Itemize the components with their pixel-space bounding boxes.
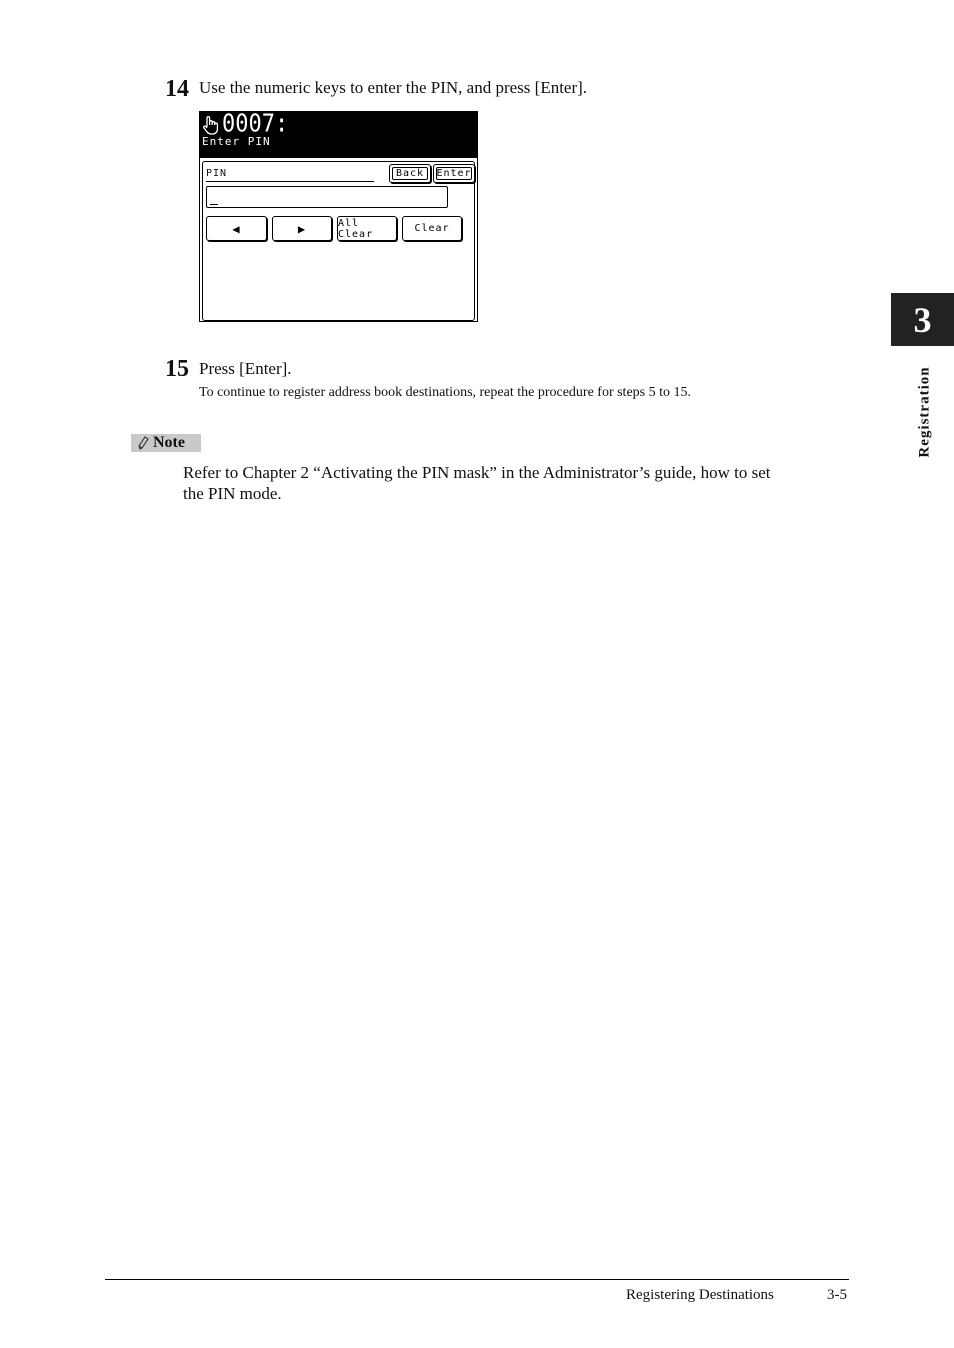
all-clear-button[interactable]: All Clear — [337, 216, 397, 241]
footer-rule — [105, 1279, 849, 1280]
screen-body — [202, 161, 475, 321]
pin-entry-screen — [199, 111, 478, 322]
chapter-tab: 3 — [891, 293, 954, 346]
step-14-text: Use the numeric keys to enter the PIN, and press [Enter]. — [199, 78, 588, 97]
pin-input[interactable] — [206, 186, 448, 208]
step-15-number: 15 — [165, 356, 189, 382]
step-15-subtext: To continue to register address book destinations, repeat the procedure for steps 5 to 15. — [199, 385, 691, 400]
cursor-right-button[interactable]: ▶ — [272, 216, 332, 241]
page-number: 3-5 — [827, 1287, 847, 1303]
chapter-side-label: Registration — [916, 366, 933, 458]
destination-number: 0007: — [222, 110, 289, 138]
enter-button[interactable]: Enter — [433, 164, 475, 183]
step-14-number: 14 — [165, 76, 189, 102]
screen-header — [200, 112, 477, 158]
back-button[interactable]: Back — [389, 164, 431, 183]
footer-section: Registering Destinations — [626, 1287, 774, 1303]
step-15-text: Press [Enter]. — [199, 359, 292, 378]
pencil-icon — [137, 436, 149, 450]
cursor-left-button[interactable]: ◀ — [206, 216, 267, 241]
note-badge — [131, 434, 201, 452]
screen-subtitle: Enter PIN — [202, 135, 271, 148]
note-text-line-2: the PIN mode. — [183, 484, 282, 503]
pin-field-label: PIN — [206, 167, 374, 182]
text-cursor — [210, 204, 218, 205]
note-text-line-1: Refer to Chapter 2 “Activating the PIN mask” in the Administrator’s guide, how to set — [183, 463, 771, 482]
note-label: Note — [153, 434, 185, 451]
clear-button[interactable]: Clear — [402, 216, 462, 241]
hand-pointer-icon — [202, 115, 222, 137]
